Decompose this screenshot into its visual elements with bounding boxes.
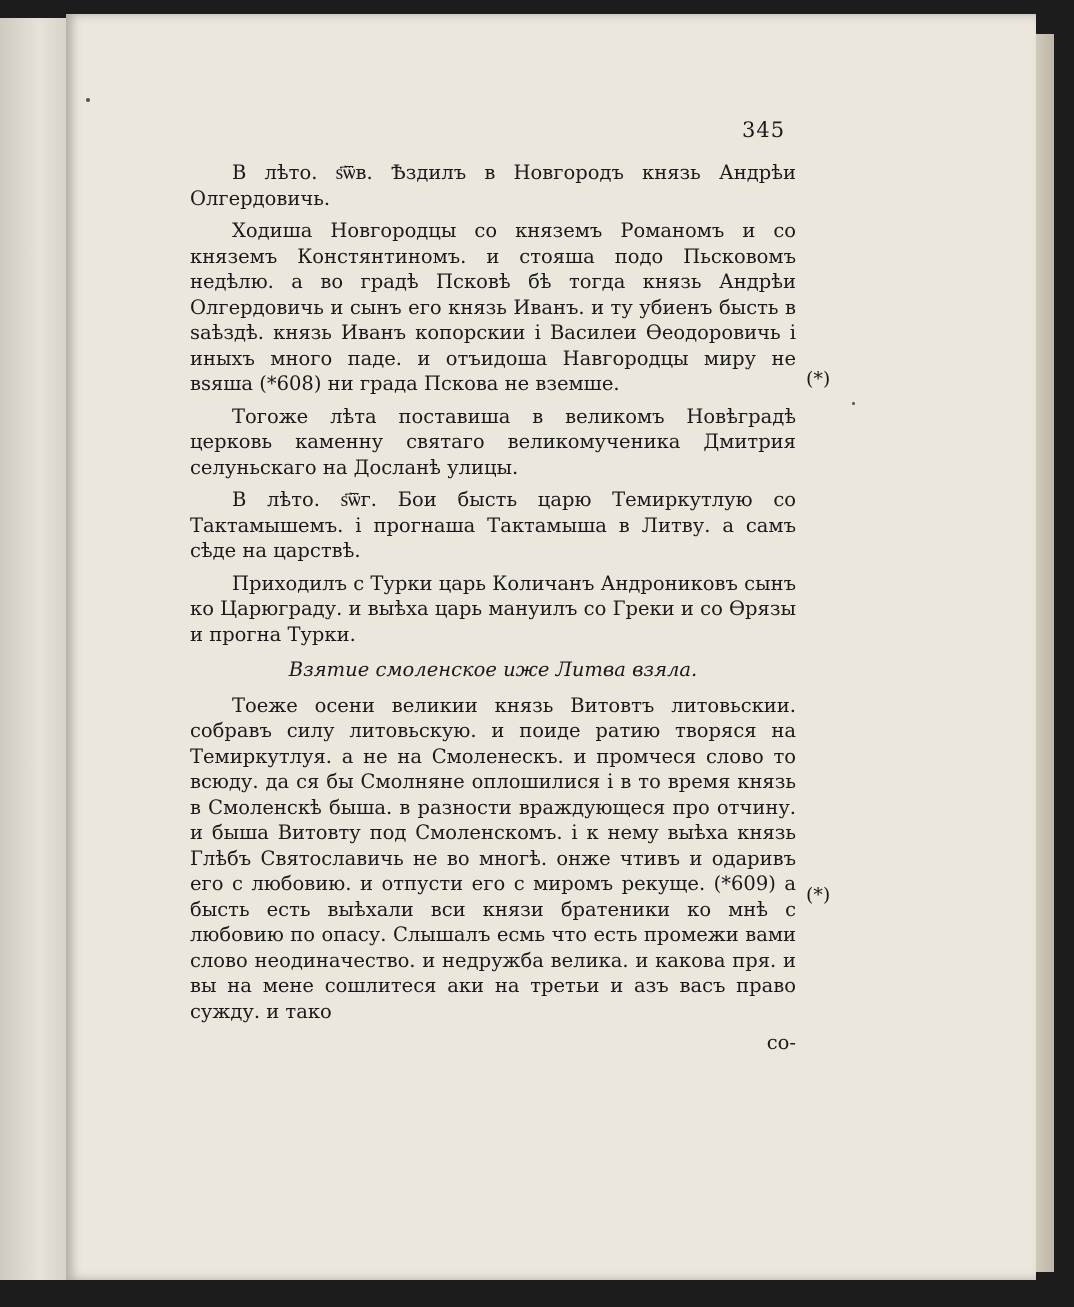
page-number: 345 (742, 118, 786, 142)
paragraph: В лѣто. ѕ҃ѿв. Ѣздилъ в Новгородъ князь Андрѣи Олгердовичь. (190, 161, 796, 210)
paper-speck (852, 402, 855, 405)
paper-speck (86, 98, 90, 102)
facing-page-edge (0, 18, 66, 1280)
marginal-note: (*) (806, 368, 831, 390)
paragraph: В лѣто. ѕ҃ѿг. Бои бысть царю Темиркутлую со Тактамышемъ. і прогнаша Тактамыша в Литву. а самъ сѣде на царствѣ. (190, 488, 796, 562)
paragraph: Приходилъ с Турки царь Количанъ Андрониковъ сынъ ко Царюграду. и выѣха царь мануилъ со Греки и со Ѳрязы и прогна Турки. (190, 571, 796, 646)
section-heading: Взятие смоленское иже Литва взяла. (288, 658, 698, 681)
page-text (190, 160, 796, 1056)
paragraph: Ходиша Новгородцы со княземъ Романомъ и со княземъ Констянтиномъ. и стояша подо Пьсковомъ недѣлю. а во градѣ Псковѣ бѣ тогда князь Андрѣи Олгердовичь и сынъ его князь Иванъ. и ту убиенъ бысть в ѕаѣздѣ. князь Иванъ копорскии і Василеи Ѳеодоровичь і иныхъ много паде. и отъидоша Навгородцы миру не вsяша (*608) ни града Пскова не вземше. (190, 219, 796, 395)
marginal-note: (*) (806, 884, 831, 906)
paragraph: Тоеже осени великии князь Витовтъ литовьскии. собравъ силу литовьскую. и поиде ратию творяся на Темиркутлуя. а не на Смоленескъ. и промчеся слово то всюду. да ся бы Смолняне оплошилися і в то время князь в Смоленскѣ быша. в разности враждующеся про отчину. и быша Витовту под Смоленскомъ. і к нему выѣха князь Глѣбъ Святославичь не во многѣ. онже чтивъ и одаривъ его с любовию. и отпусти его с миромъ рекуще. (*609) а бысть есть выѣхали вси князи братеники ко мнѣ с любовию по опасу. Слышалъ есмь что есть промежи вами слово неодиначество. и недружба велика. и какова пря. и вы на мене сошлитеся аки на третьи и азъ васъ право сужду. и тако (190, 693, 796, 1023)
catchword: со- (766, 1031, 796, 1054)
paragraph: Тогоже лѣта поставиша в великомъ Новѣградѣ церковь каменну святаго великомученика Дмитрия селуньскаго на Досланѣ улицы. (190, 404, 796, 479)
